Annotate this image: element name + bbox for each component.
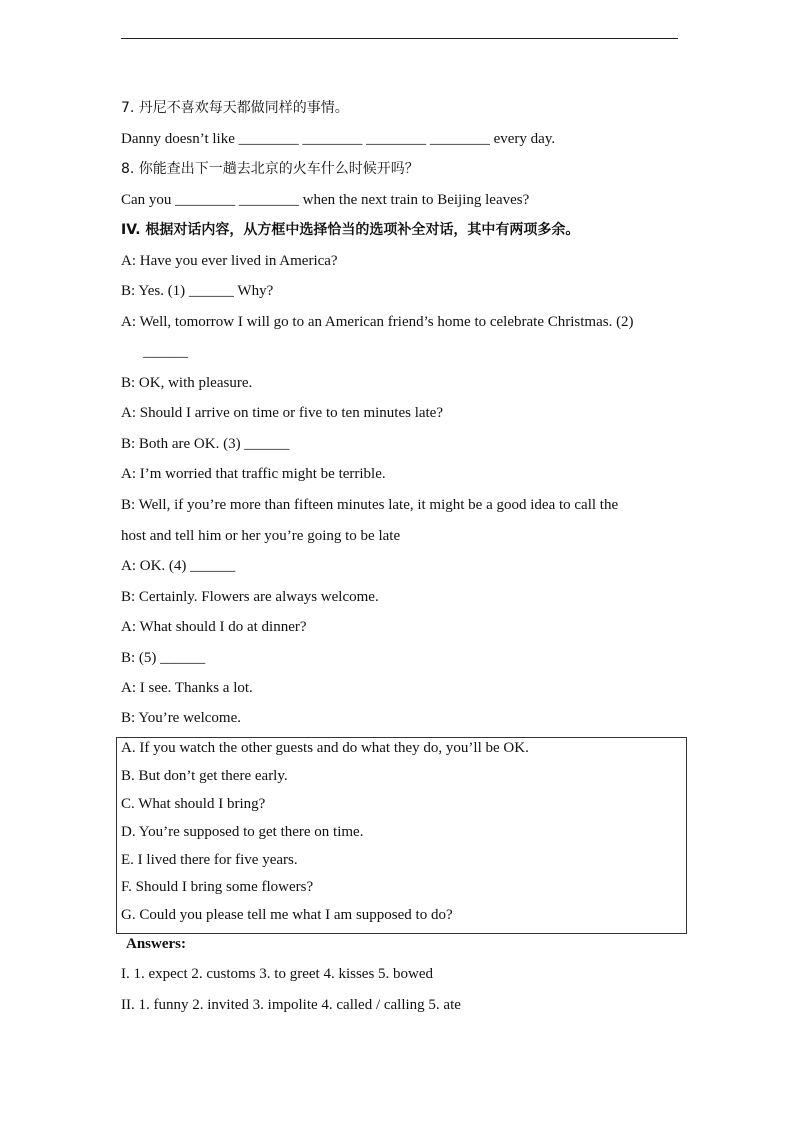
- option-d: D. You’re supposed to get there on time.: [121, 824, 364, 840]
- dialogue-line: A: I’m worried that traffic might be terrible.: [121, 466, 386, 482]
- option-b: B. But don’t get there early.: [121, 768, 288, 784]
- dialogue-line: B: Yes. (1) ______ Why?: [121, 283, 274, 299]
- options-box: [116, 737, 687, 934]
- dialogue-line: B: Certainly. Flowers are always welcome.: [121, 589, 379, 605]
- option-c: C. What should I bring?: [121, 796, 266, 812]
- dialogue-line: host and tell him or her you’re going to be late: [121, 528, 401, 544]
- dialogue-line: A: Should I arrive on time or five to ten minutes late?: [121, 405, 444, 421]
- header-rule: [121, 38, 678, 39]
- question-7-english: Danny doesn’t like ________ ________ ________ ________ every day.: [121, 131, 556, 147]
- answers-heading: Answers:: [126, 936, 186, 952]
- answers-line-1: I. 1. expect 2. customs 3. to greet 4. kisses 5. bowed: [121, 966, 434, 982]
- dialogue-line: A: Have you ever lived in America?: [121, 253, 338, 269]
- question-8-english: Can you ________ ________ when the next train to Beijing leaves?: [121, 192, 530, 208]
- dialogue-line: B: Well, if you’re more than fifteen minutes late, it might be a good idea to call the: [121, 497, 619, 513]
- question-8-chinese: 8. 你能查出下一趟去北京的火车什么时候开吗？: [121, 161, 419, 177]
- dialogue-line: B: You’re welcome.: [121, 710, 241, 726]
- dialogue-line: A: I see. Thanks a lot.: [121, 680, 253, 696]
- dialogue-line: A: Well, tomorrow I will go to an American friend’s home to celebrate Christmas. (2): [121, 314, 634, 330]
- dialogue-line: A: OK. (4) ______: [121, 558, 236, 574]
- section-4-heading: IV. 根据对话内容，从方框中选择恰当的选项补全对话，其中有两项多余。: [121, 222, 580, 238]
- dialogue-line: ______: [143, 344, 188, 360]
- answers-line-2: II. 1. funny 2. invited 3. impolite 4. called / calling 5. ate: [121, 997, 461, 1013]
- dialogue-line: B: Both are OK. (3) ______: [121, 436, 290, 452]
- option-e: E. I lived there for five years.: [121, 852, 298, 868]
- option-g: G. Could you please tell me what I am supposed to do?: [121, 907, 453, 923]
- dialogue-line: B: OK, with pleasure.: [121, 375, 253, 391]
- option-a: A. If you watch the other guests and do what they do, you’ll be OK.: [121, 740, 529, 756]
- dialogue-line: A: What should I do at dinner?: [121, 619, 307, 635]
- option-f: F. Should I bring some flowers?: [121, 879, 314, 895]
- question-7-chinese: 7. 丹尼不喜欢每天都做同样的事情。: [121, 100, 349, 116]
- dialogue-line: B: (5) ______: [121, 650, 206, 666]
